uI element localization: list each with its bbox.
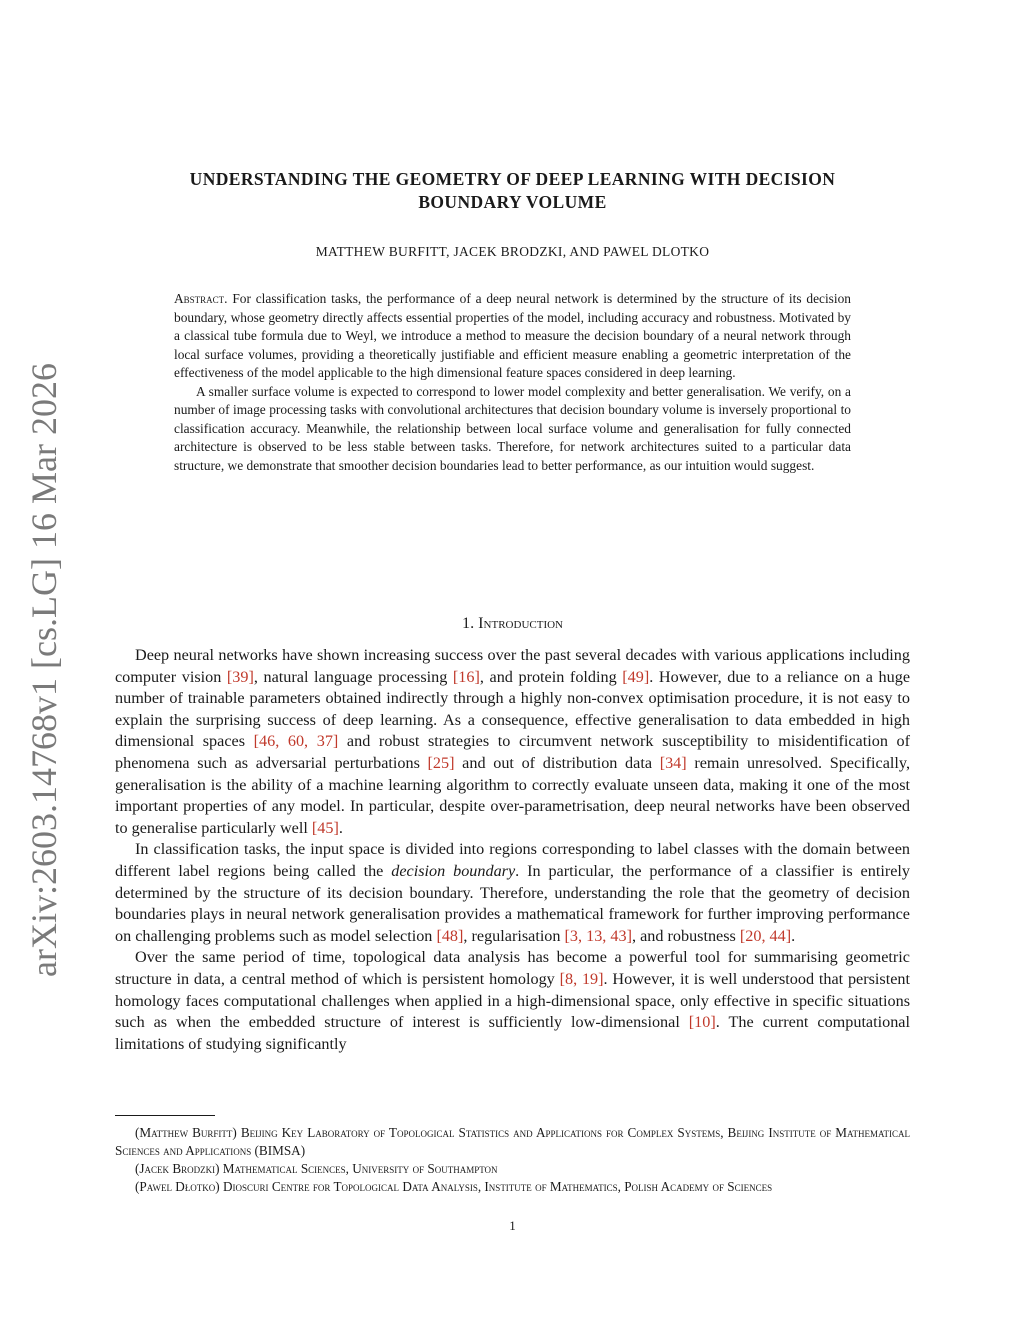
footnote-affiliation-2: (Jacek Brodzki) Mathematical Sciences, University of Southampton: [135, 1161, 498, 1176]
citation-link[interactable]: [45]: [311, 818, 339, 837]
affiliations: [115, 1124, 910, 1196]
author-list: MATTHEW BURFITT, JACEK BRODZKI, AND PAWEL DLOTKO: [315, 244, 710, 259]
citation-link[interactable]: [49]: [622, 667, 650, 686]
citation-link[interactable]: [16]: [452, 667, 480, 686]
abstract-label: Abstract.: [174, 291, 228, 306]
intro-paragraph-1: Deep neural networks have shown increasing success over the past several decades with various applications including computer vision [39], natural language processing [16], and protein folding [49]. However, due to a reliance on a huge number of trainable parameters obtained indirectly through a highly non-convex optimisation procedure, it is not easy to explain the surprising success of deep learning. As a consequence, effective generalisation to data embedded in high dimensional spaces [46, 60, 37] and robust strategies to circumvent network susceptibility to misidentification of phenomena such as adversarial perturbations [25] and out of distribution data [34] remain unresolved. Specifically, generalisation is the ability of a machine learning algorithm to correctly evaluate unseen data, making it one of the most important properties of any model. In particular, despite over-parametrisation, deep neural networks have been observed to generalise particularly well [45].: [115, 646, 911, 837]
section-number: 1.: [461, 614, 475, 632]
footnote-affiliation-3: (Pawel Dłotko) Dioscuri Centre for Topological Data Analysis, Institute of Mathematics, Polish Academy of Sciences: [135, 1179, 773, 1194]
intro-body: [115, 645, 910, 1055]
citation-link[interactable]: [20, 44]: [739, 926, 792, 945]
abstract-para-2: A smaller surface volume is expected to correspond to lower model complexity and better generalisation. We verify, on a number of image processing tasks with convolutional architectures that decision boundary volume is inversely proportional to classification accuracy. Meanwhile, the relationship between local surface volume and generalisation for fully connected architecture is observed to be less stable between tasks. Therefore, for network architectures suited to a particular data structure, we demonstrate that smoother decision boundaries lead to better performance, as our intuition would suggest.: [174, 383, 851, 473]
citation-link[interactable]: [10]: [688, 1013, 716, 1032]
citation-link[interactable]: [48]: [436, 926, 464, 945]
footnote-rule: [115, 1115, 215, 1116]
footnote-affiliation-1: (Matthew Burfitt) Beijing Key Laboratory of Topological Statistics and Applications for Complex Systems, Beijing Institute of Mathematical Sciences and Applications (BIMSA): [115, 1125, 910, 1158]
intro-paragraph-2: In classification tasks, the input space is divided into regions corresponding to label classes with the domain between different label regions being called the decision boundary. In particular, the performance of a classifier is entirely determined by the structure of its decision boundary. Therefore, understanding the role that the geometry of decision boundaries plays in neural network generalisation provides a mathematical framework for further improving performance on challenging problems such as model selection [48], regularisation [3, 13, 43], and robustness [20, 44].: [115, 840, 910, 945]
abstract: [174, 290, 851, 475]
citation-link[interactable]: [34]: [659, 753, 687, 772]
citation-link[interactable]: [39]: [226, 667, 254, 686]
citation-link[interactable]: [3, 13, 43]: [564, 926, 632, 945]
page-number: 1: [509, 1218, 516, 1233]
arxiv-id: arXiv:2603.14768v1 [cs.LG] 16 Mar 2026: [24, 363, 64, 977]
paper-title: [115, 168, 910, 214]
arxiv-stamp: [14, 363, 74, 977]
title-line-2: BOUNDARY VOLUME: [418, 192, 607, 212]
section-title: Introduction: [478, 614, 564, 632]
section-heading: [115, 614, 910, 633]
title-line-1: UNDERSTANDING THE GEOMETRY OF DEEP LEARNING WITH DECISION: [189, 169, 836, 189]
emphasis-term: decision boundary: [391, 861, 516, 880]
citation-link[interactable]: [25]: [427, 753, 455, 772]
citation-link[interactable]: [46, 60, 37]: [253, 732, 339, 751]
abstract-para-1: [174, 290, 851, 383]
abstract-text-1: For classification tasks, the performance of a deep neural network is determined by the structure of its decision boundary, whose geometry directly affects essential properties of the model, including accuracy and robustness. Motivated by a classical tube formula due to Weyl, we introduce a method to measure the decision boundary of a neural network through local surface volumes, providing a theoretically justifiable and efficient measure enabling a geometric interpretation of the effectiveness of the model applicable to the high dimensional feature spaces considered in deep learning.: [174, 291, 851, 380]
citation-link[interactable]: [8, 19]: [559, 969, 604, 988]
intro-paragraph-3: Over the same period of time, topological data analysis has become a powerful tool for summarising geometric structure in data, a central method of which is persistent homology [8, 19]. However, it is well understood that persistent homology faces computational challenges when applied in a high-dimensional space, only effective in specific situations such as when the embedded structure of interest is sufficiently low-dimensional [10]. The current computational limitations of studying significantly: [115, 948, 910, 1053]
